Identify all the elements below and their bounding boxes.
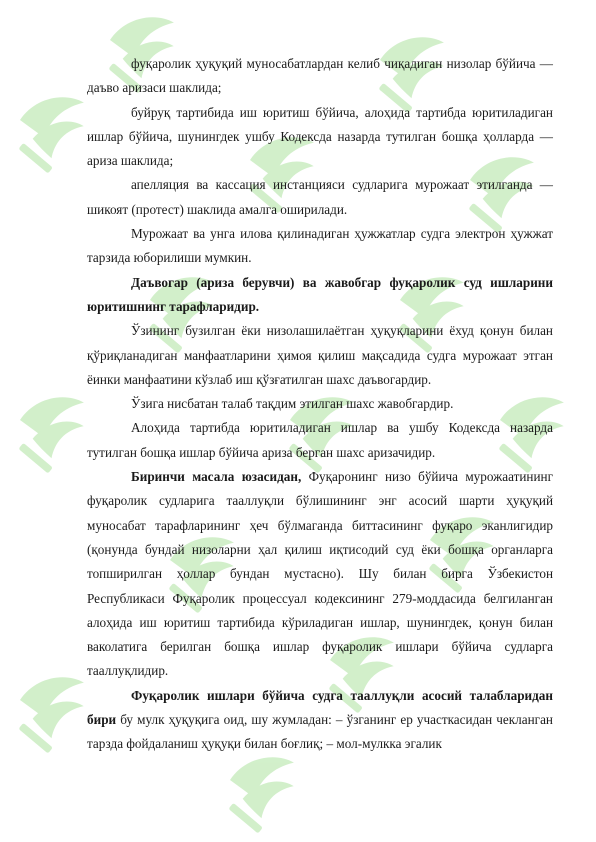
paragraph-3-text: апелляция ва кассация инстанцияси судларига мурожаат этилганда — шикоят (протест) шаклида амалга оширилади. (87, 177, 553, 217)
paragraph-5 (87, 271, 553, 320)
paragraph-10-bold: Фуқаролик ишлари бўйича судга тааллуқли асосий талабларидан бири (87, 687, 553, 728)
paragraph-1-text: фуқаролик ҳуқуқий муносабатлардан келиб чиқадиган низолар бўйича — даъво аризаси шаклида; (87, 56, 553, 96)
paragraph-9-text: Фуқаронинг низо бўйича мурожаатининг фуқаролик судларига тааллуқли бўлишининг энг асосий шарти ҳуқуқий муносабат тарафларининг ҳеч бўлмаганда биттасининг фуқаро эканлигидир (қонунда бундай низоларни ҳал қилиш иқтисодий суд ёки бошқа органларга топширилган ҳоллар бундан мустасно). Шу билан бирга Ўзбекистон Республикаси Фуқаролик процессуал кодексининг 279-моддасида белгиланган алоҳида иш юритиш тартибида кўриладиган ишлар, шунингдек, қонун билан ваколатига берилган бошқа ишлар фуқаролик ишлари бўйича судларга тааллуқлидир. (87, 469, 553, 679)
paragraph-5-bold: Даъвогар (ариза берувчи) ва жавобгар фуқаролик суд ишларини юритишнинг тарафларидир. (87, 274, 553, 314)
paragraph-10-text: бу мулк ҳуқуқига оид, шу жумладан: – ўзганинг ер участкасидан чекланган тарзда фойдаланиш ҳуқуқи билан боғлиқ; – мол-мулкка эгалик (87, 712, 553, 752)
paragraph-7 (87, 392, 553, 416)
paragraph-9 (87, 465, 553, 684)
paragraph-8 (87, 416, 553, 465)
paragraph-2-text: буйруқ тартибида иш юритиш бўйича, алоҳида тартибда юритиладиган ишлар бўйича, шунингдек ушбу Кодексда назарда тутилган бошқа ҳолларда — ариза шаклида; (87, 104, 553, 169)
document-body (87, 52, 553, 757)
paragraph-2 (87, 101, 553, 174)
paragraph-6 (87, 319, 553, 392)
paragraph-3 (87, 173, 553, 222)
paragraph-4 (87, 222, 553, 271)
paragraph-7-text: Ўзига нисбатан талаб тақдим этилган шахс жавобгардир. (131, 396, 454, 412)
leaf-logo-icon (216, 748, 313, 840)
paragraph-9-bold: Биринчи масала юзасидан, (131, 469, 302, 485)
paragraph-8-text: Алоҳида тартибда юритиладиган ишлар ва ушбу Кодексда назарда тутилган бошқа ишлар бўйича ариза берган шахс аризачидир. (87, 420, 553, 460)
paragraph-10 (87, 684, 553, 757)
paragraph-1 (87, 52, 553, 101)
paragraph-4-text: Мурожаат ва унга илова қилинадиган ҳужжатлар судга электрон ҳужжат тарзида юборилиши мумкин. (87, 226, 553, 266)
paragraph-6-text: Ўзининг бузилган ёки низолашилаётган ҳуқуқларини ёхуд қонун билан қўриқланадиган манфаатларини ҳимоя қилиш мақсадида судга мурожаат этган ёинки манфаатини кўзлаб иш қўзғатилган шахс даъвогардир. (87, 323, 553, 387)
